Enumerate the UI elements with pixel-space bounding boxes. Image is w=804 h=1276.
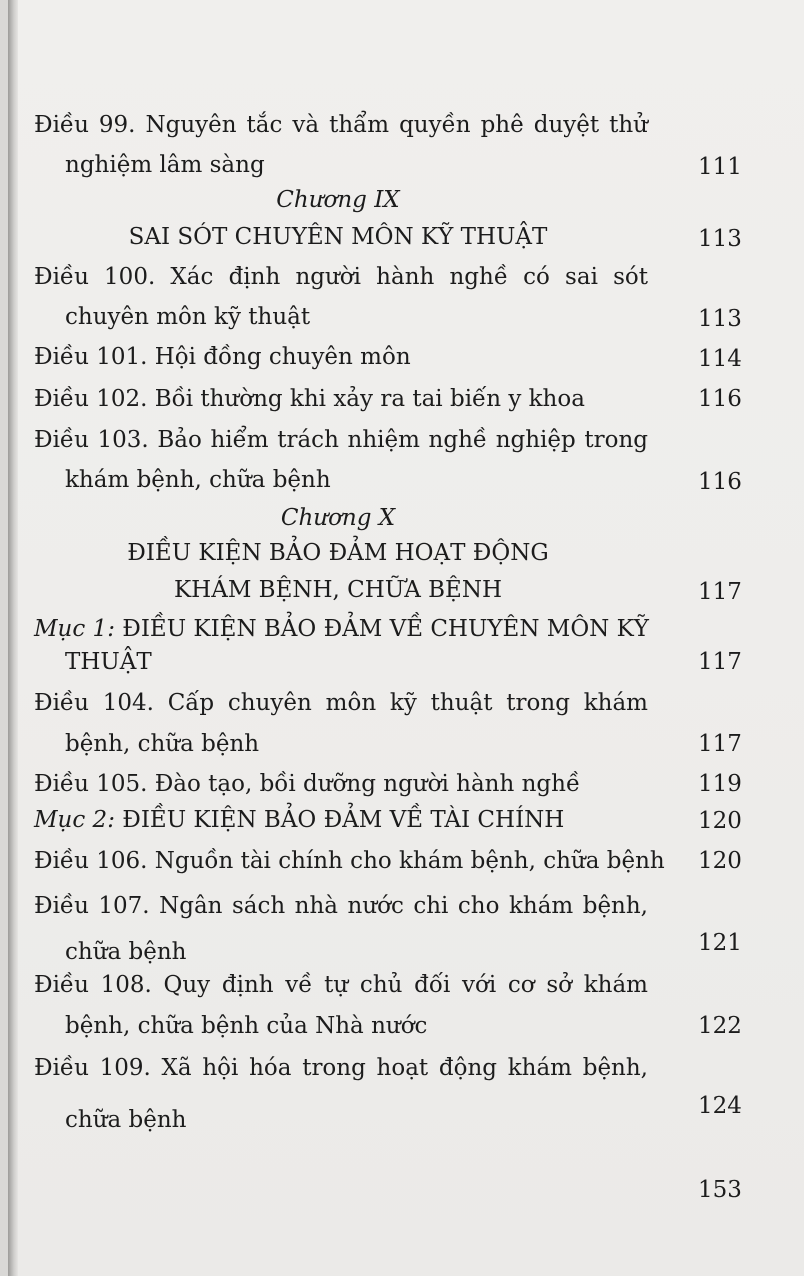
section-1-title: ĐIỀU KIỆN BẢO ĐẢM VỀ CHUYÊN MÔN KỸ: [122, 616, 649, 642]
section-2-line: [34, 805, 564, 835]
toc-entry-99-line2: nghiệm lâm sàng: [65, 152, 265, 178]
chapter-10-label: Chương X: [280, 505, 396, 531]
toc-page-107: 121: [698, 930, 742, 956]
toc-entry-100-line1: Điều 100. Xác định người hành nghề có sai sót: [34, 264, 648, 290]
toc-page-101: 114: [698, 346, 742, 372]
toc-entry-107-line2: chữa bệnh: [65, 939, 187, 965]
chapter-9-page: 113: [698, 226, 742, 252]
toc-page-108: 122: [698, 1013, 742, 1039]
section-2-title: ĐIỀU KIỆN BẢO ĐẢM VỀ TÀI CHÍNH: [122, 807, 565, 833]
chapter-10-title-line2: KHÁM BỆNH, CHỮA BỆNH: [173, 577, 503, 603]
page-number: 153: [698, 1177, 742, 1203]
toc-entry-107-line1: Điều 107. Ngân sách nhà nước chi cho khám bệnh,: [34, 893, 648, 919]
section-1-line1: [34, 614, 648, 644]
toc-entry-109-line1: Điều 109. Xã hội hóa trong hoạt động khám bệnh,: [34, 1055, 648, 1081]
chapter-10-title-line1: ĐIỀU KIỆN BẢO ĐẢM HOẠT ĐỘNG: [127, 540, 549, 566]
toc-entry-102: Điều 102. Bồi thường khi xảy ra tai biến y khoa: [34, 386, 585, 412]
toc-entry-106: Điều 106. Nguồn tài chính cho khám bệnh, chữa bệnh: [34, 848, 665, 874]
toc-entry-104-line1: Điều 104. Cấp chuyên môn kỹ thuật trong khám: [34, 690, 648, 716]
section-2-page: 120: [698, 808, 742, 834]
toc-page-109: 124: [698, 1093, 742, 1119]
toc-page-102: 116: [698, 386, 742, 412]
section-1-line2: THUẬT: [65, 649, 152, 675]
chapter-9-label: Chương IX: [276, 187, 400, 213]
toc-entry-101: Điều 101. Hội đồng chuyên môn: [34, 344, 411, 370]
toc-page-106: 120: [698, 848, 742, 874]
toc-page-100: 113: [698, 306, 742, 332]
toc-entry-108-line2: bệnh, chữa bệnh của Nhà nước: [65, 1013, 428, 1039]
section-2-label: Mục 2:: [34, 807, 115, 833]
toc-page-105: 119: [698, 771, 742, 797]
chapter-9-title: SAI SÓT CHUYÊN MÔN KỸ THUẬT: [128, 224, 548, 250]
section-1-page: 117: [698, 649, 742, 675]
toc-entry-100-line2: chuyên môn kỹ thuật: [65, 304, 311, 330]
toc-entry-108-line1: Điều 108. Quy định về tự chủ đối với cơ sở khám: [34, 972, 648, 998]
chapter-10-page: 117: [698, 579, 742, 605]
toc-page-99: 111: [698, 154, 742, 180]
toc-entry-104-line2: bệnh, chữa bệnh: [65, 731, 260, 757]
section-1-label: Mục 1:: [34, 616, 115, 642]
toc-entry-109-line2: chữa bệnh: [65, 1107, 187, 1133]
toc-entry-103-line2: khám bệnh, chữa bệnh: [65, 467, 331, 493]
book-page: [8, 0, 804, 1276]
toc-page-103: 116: [698, 469, 742, 495]
toc-entry-99-line1: Điều 99. Nguyên tắc và thẩm quyền phê duyệt thử: [34, 112, 648, 138]
toc-page-104: 117: [698, 731, 742, 757]
toc-entry-103-line1: Điều 103. Bảo hiểm trách nhiệm nghề nghiệp trong: [34, 427, 648, 453]
toc-entry-105: Điều 105. Đào tạo, bồi dưỡng người hành nghề: [34, 771, 581, 797]
